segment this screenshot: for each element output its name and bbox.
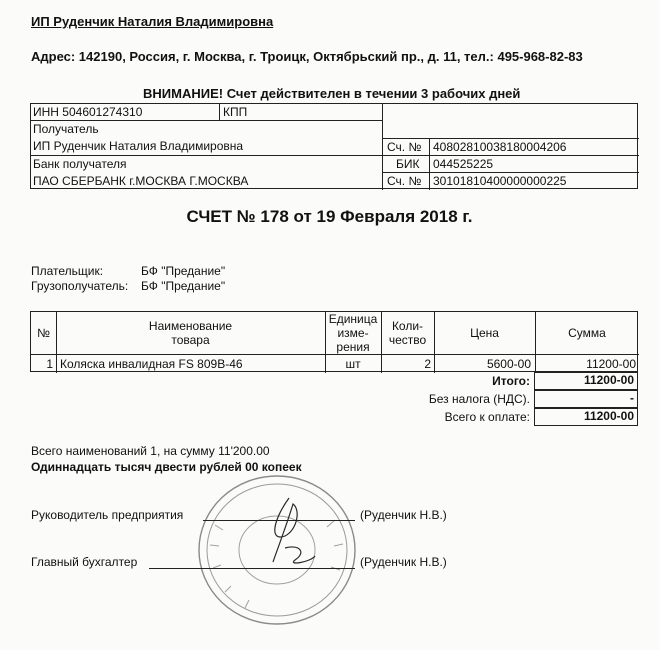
bik-label: БИК [396, 157, 420, 171]
bank-name: ПАО СБЕРБАНК г.МОСКВА Г.МОСКВА [33, 174, 249, 188]
col-header-unit-3: рения [336, 340, 370, 354]
row-num: 1 [46, 357, 53, 371]
inn-label: ИНН 504601274310 [33, 105, 143, 119]
notice-prefix: ВНИМАНИЕ! [143, 86, 224, 101]
corr-account-label: Сч. № [387, 174, 422, 188]
items-count-line: Всего наименований 1, на сумму 11'200.00 [31, 444, 270, 458]
director-sign-line [203, 520, 355, 521]
items-table [30, 311, 638, 372]
invoice-title: СЧЕТ № 178 от 19 Февраля 2018 г. [186, 207, 473, 226]
row-name: Коляска инвалидная FS 809B-46 [60, 357, 243, 371]
corr-account-value: 30101810400000000225 [433, 174, 567, 188]
director-label: Руководитель предприятия [31, 508, 184, 522]
signature-icon [255, 490, 325, 570]
total-label: Итого: [492, 374, 530, 388]
account-value: 40802810038180004206 [433, 140, 567, 154]
bank-details-table [30, 103, 638, 189]
due-value: 11200-00 [534, 408, 638, 426]
accountant-label: Главный бухгалтер [31, 555, 138, 569]
col-header-qty-2: чество [388, 333, 427, 347]
col-header-name-2: товара [171, 333, 210, 347]
row-price: 5600-00 [486, 357, 531, 371]
col-header-price: Цена [470, 326, 499, 340]
col-header-unit-1: Единица [328, 312, 378, 326]
col-header-name-1: Наименование [148, 319, 233, 333]
vat-value: - [534, 390, 638, 408]
col-header-unit-2: изме- [337, 326, 369, 340]
vat-label: Без налога (НДС). [428, 392, 530, 406]
row-sum: 11200-00 [586, 357, 636, 371]
recipient-label: Получатель [33, 122, 99, 136]
payer-label: Плательщик: [31, 264, 104, 278]
row-unit: шт [345, 357, 361, 371]
kpp-label: КПП [223, 105, 248, 119]
col-header-qty-1: Коли- [391, 319, 424, 333]
bank-label: Банк получателя [33, 157, 127, 171]
bik-value: 044525225 [433, 157, 494, 171]
account-label: Сч. № [387, 140, 422, 154]
director-name: (Руденчик Н.В.) [360, 508, 447, 522]
accountant-name: (Руденчик Н.В.) [360, 555, 447, 569]
col-header-num: № [37, 326, 50, 340]
amount-in-words: Одиннадцать тысяч двести рублей 00 копеек [31, 460, 302, 474]
validity-notice [143, 86, 520, 101]
recipient-name: ИП Руденчик Наталия Владимировна [33, 139, 244, 153]
consignee-label: Грузополучатель: [31, 279, 129, 293]
total-value: 11200-00 [534, 372, 638, 390]
seller-address: Адрес: 142190, Россия, г. Москва, г. Троицк, Октябрьский пр., д. 11, тел.: 495-968-82-83 [31, 49, 583, 64]
col-header-sum: Сумма [568, 326, 606, 340]
accountant-sign-line [149, 568, 355, 569]
payer-value: БФ "Предание" [141, 264, 226, 278]
consignee-value: БФ "Предание" [141, 279, 226, 293]
due-label: Всего к оплате: [444, 410, 530, 424]
seller-name: ИП Руденчик Наталия Владимировна [31, 14, 274, 29]
notice-text: Счет действителен в течении 3 рабочих дней [226, 86, 521, 101]
row-qty: 2 [424, 357, 431, 371]
